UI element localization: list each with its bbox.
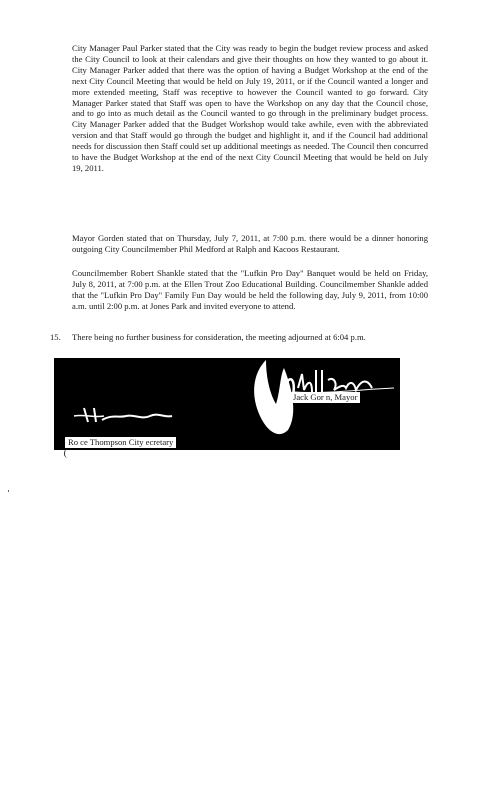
paragraph-dinner-announcement: Mayor Gorden stated that on Thursday, July 7, 2011, at 7:00 p.m. there would be a dinner honoring outgoing City Councilmember Phil Medford at Ralph and Kacoos Restaurant. <box>72 233 428 254</box>
mayor-signature-label: Jack Gor n, Mayor <box>290 392 360 403</box>
city-secretary-signature-label: Ro ce Thompson City ecretary <box>65 437 176 448</box>
paragraph-budget-workshop: City Manager Paul Parker stated that the City was ready to begin the budget review process and asked the City Council to look at their calendars and give their thoughts on how they wanted to go about it. City Manager Parker added that there was the option of having a Budget Workshop at the end of the next City Council Meeting that would be held on July 19, 2011, or if the Council wanted a longer and more extended meeting, Staff was receptive to however the Council wanted to go forward. City Manager Parker stated that Staff was open to have the Workshop on any day that the Council chose, and to go into as much detail as the Council wanted to go through in the preliminary budget process. City Manager Parker added that the Budget Workshop would take awhile, even with the abbreviated version and that Staff would go through the budget and highlight it, and if the Council had additional needs for discussion then Staff could set up additional meetings as needed. The Council then concurred to have the Budget Workshop at the end of the next City Council Meeting that would be held on July 19, 2011. <box>72 43 428 173</box>
item-number: 15. <box>50 332 61 342</box>
item-text: There being no further business for consideration, the meeting adjourned at 6:04 p.m. <box>72 332 366 342</box>
pen-mark <box>64 449 69 458</box>
agenda-item-adjournment <box>50 332 430 343</box>
paragraph-pro-day-announcement: Councilmember Robert Shankle stated that the "Lufkin Pro Day" Banquet would be held on Friday, July 8, 2011, at 7:00 p.m. at the Ellen Trout Zoo Educational Building. Councilmember Shankle added that the "Lufkin Pro Day" Family Fun Day would be held the following day, July 9, 2011, from 10:00 a.m. until 2:00 p.m. at Jones Park and invited everyone to attend. <box>72 268 428 311</box>
scan-speck <box>8 490 9 492</box>
